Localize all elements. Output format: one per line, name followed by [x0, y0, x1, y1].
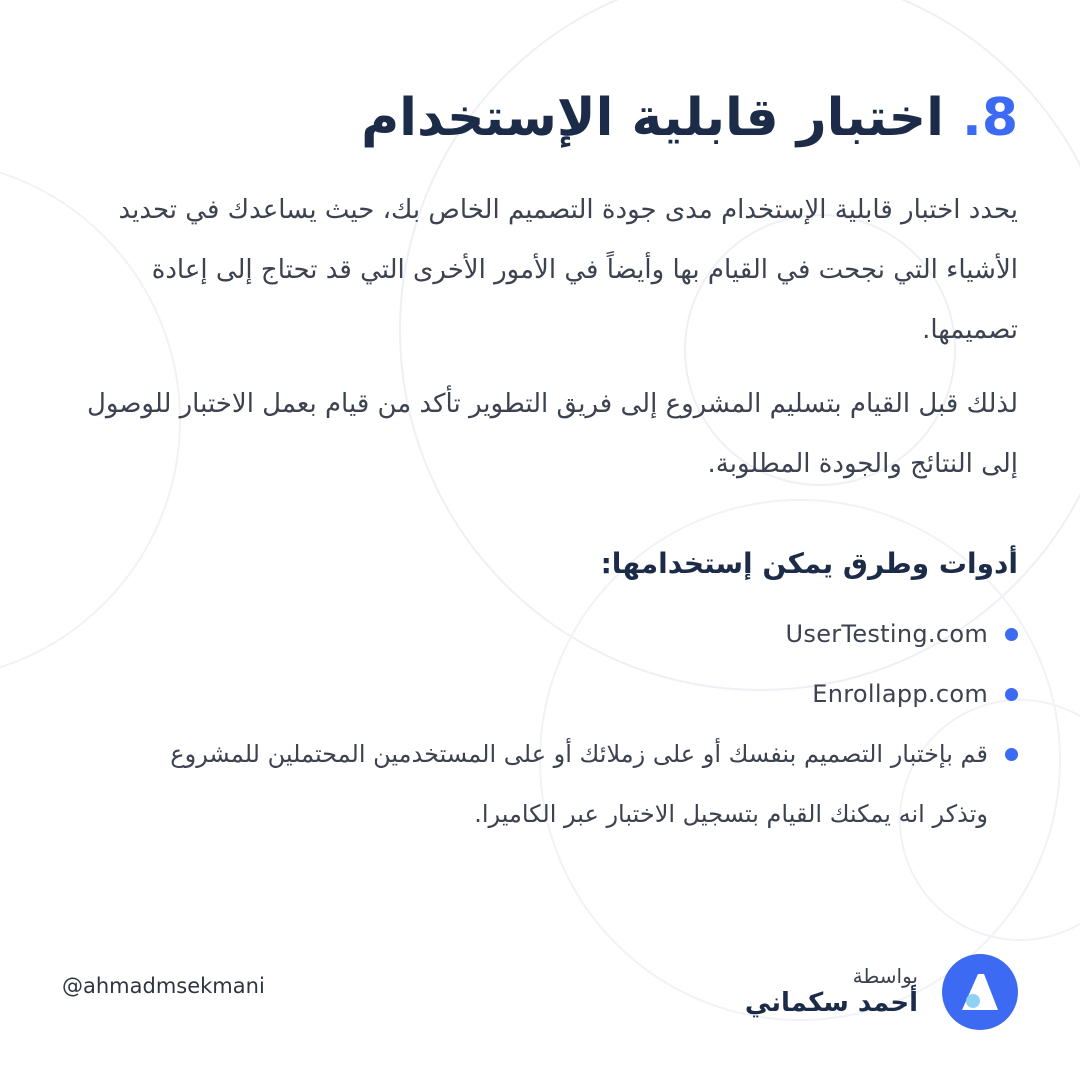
- title-text: اختبار قابلية الإستخدام: [361, 88, 944, 148]
- author-text: [745, 964, 918, 1019]
- social-handle: @ahmadmsekmani: [62, 974, 265, 998]
- bullet-dot-icon: [1005, 748, 1018, 761]
- section-number: 8: [981, 88, 1018, 148]
- tool-item-label: UserTesting.com: [785, 620, 988, 648]
- tool-item-label: قم بإختبار التصميم بنفسك أو على زملائك أو على المستخدمين المحتملين للمشروع وتذكر انه يمكنك القيام بتسجيل الاختبار عبر الكاميرا.: [170, 740, 988, 828]
- section-number-dot: .: [962, 88, 982, 148]
- letter-a-logo-icon: [942, 954, 1018, 1030]
- tools-list: [118, 604, 1018, 844]
- tool-item-label: Enrollapp.com: [812, 680, 988, 708]
- tool-item-usertesting: [118, 604, 1018, 664]
- tool-item-self-testing: [118, 724, 1018, 844]
- author-name: أحمد سكماني: [744, 988, 918, 1019]
- page-title: [361, 78, 1018, 158]
- intro-paragraph: يحدد اختبار قابلية الإستخدام مدى جودة التصميم الخاص بك، حيث يساعدك في تحديد الأشياء التي نجحت في القيام بها وأيضاً في الأمور الأخرى التي قد تحتاج إلى إعادة تصميمها.: [118, 195, 1018, 345]
- tool-item-enrollapp: [118, 664, 1018, 724]
- by-label: بواسطة: [852, 964, 918, 989]
- handoff-paragraph: لذلك قبل القيام بتسليم المشروع إلى فريق التطوير تأكد من قيام بعمل الاختبار للوصول إلى النتائج والجودة المطلوبة.: [87, 389, 1018, 479]
- tools-heading: أدوات وطرق يمكن إستخدامها:: [600, 547, 1018, 580]
- author-block: [745, 954, 1018, 1030]
- bullet-dot-icon: [1005, 688, 1018, 701]
- bullet-dot-icon: [1005, 628, 1018, 641]
